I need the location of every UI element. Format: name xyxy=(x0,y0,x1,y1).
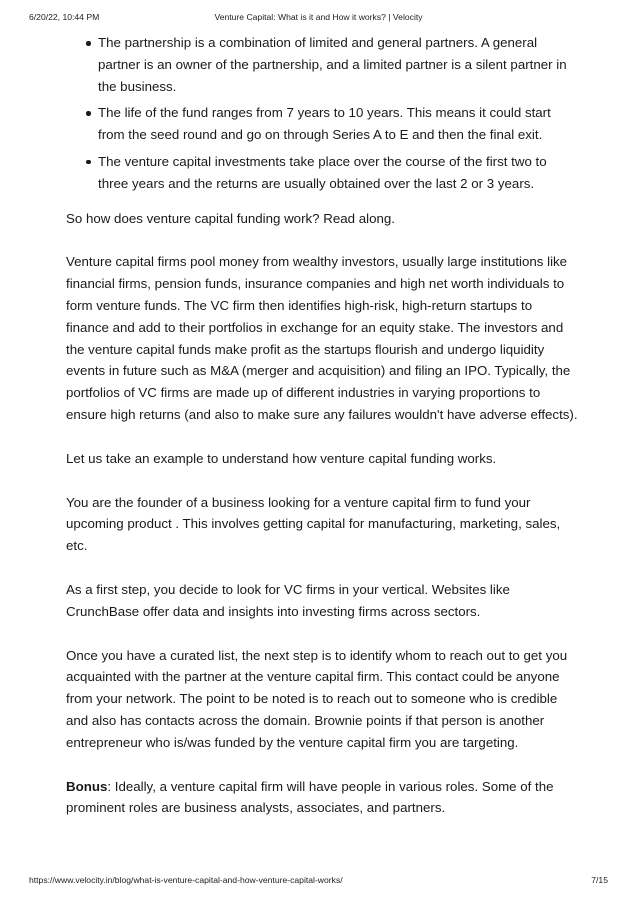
list-item: The partnership is a combination of limited and general partners. A general partner is an owner of the partnership, and a limited partner is a silent partner in the business. xyxy=(66,32,578,97)
paragraph: So how does venture capital funding work? Read along. xyxy=(66,210,395,226)
article-body xyxy=(66,32,578,819)
bullet-list xyxy=(66,32,578,195)
paragraph: As a first step, you decide to look for VC firms in your vertical. Websites like CrunchBase offer data and insights into investing firms across sectors. xyxy=(66,581,510,619)
bonus-label: Bonus xyxy=(66,778,108,794)
page-number: 7/15 xyxy=(591,875,608,885)
paragraph: Venture capital firms pool money from wealthy investors, usually large institutions like financial firms, pension funds, insurance companies and high net worth individuals to form venture funds. The VC firm then identifies high-risk, high-return startups to finance and add to their portfolios in exchange for an equity stake. The investors and the venture capital funds make profit as the startups flourish and undergo liquidity events in future such as M&A (merger and acquisition) and filing an IPO. Typically, the portfolios of VC firms are made up of different industries in varying proportions to ensure high returns (and also to make sure any failures wouldn't have adverse effects). xyxy=(66,254,578,422)
print-url: https://www.velocity.in/blog/what-is-venture-capital-and-how-venture-capital-works/ xyxy=(29,875,343,885)
paragraph: You are the founder of a business looking for a venture capital firm to fund your upcoming product . This involves getting capital for manufacturing, marketing, sales, etc. xyxy=(66,494,561,554)
print-datetime: 6/20/22, 10:44 PM xyxy=(29,12,100,22)
paragraph: Once you have a curated list, the next step is to identify whom to reach out to get you acquainted with the partner at the venture capital firm. This contact could be anyone from your network. The point to be noted is to reach out to someone who is credible and also has contacts across the domain. Brownie points if that person is another entrepreneur who is/was funded by the venture capital firm you are targeting. xyxy=(66,647,568,750)
paragraph: Let us take an example to understand how venture capital funding works. xyxy=(66,450,497,466)
bonus-paragraph xyxy=(66,776,578,820)
bonus-text: : Ideally, a venture capital firm will have people in various roles. Some of the prominent roles are business analysts, associates, and partners. xyxy=(66,778,554,816)
print-page-title: Venture Capital: What is it and How it works? | Velocity xyxy=(214,12,423,22)
list-item: The venture capital investments take place over the course of the first two to three years and the returns are usually obtained over the last 2 or 3 years. xyxy=(66,151,578,195)
list-item: The life of the fund ranges from 7 years to 10 years. This means it could start from the seed round and go on through Series A to E and then the final exit. xyxy=(66,102,578,146)
